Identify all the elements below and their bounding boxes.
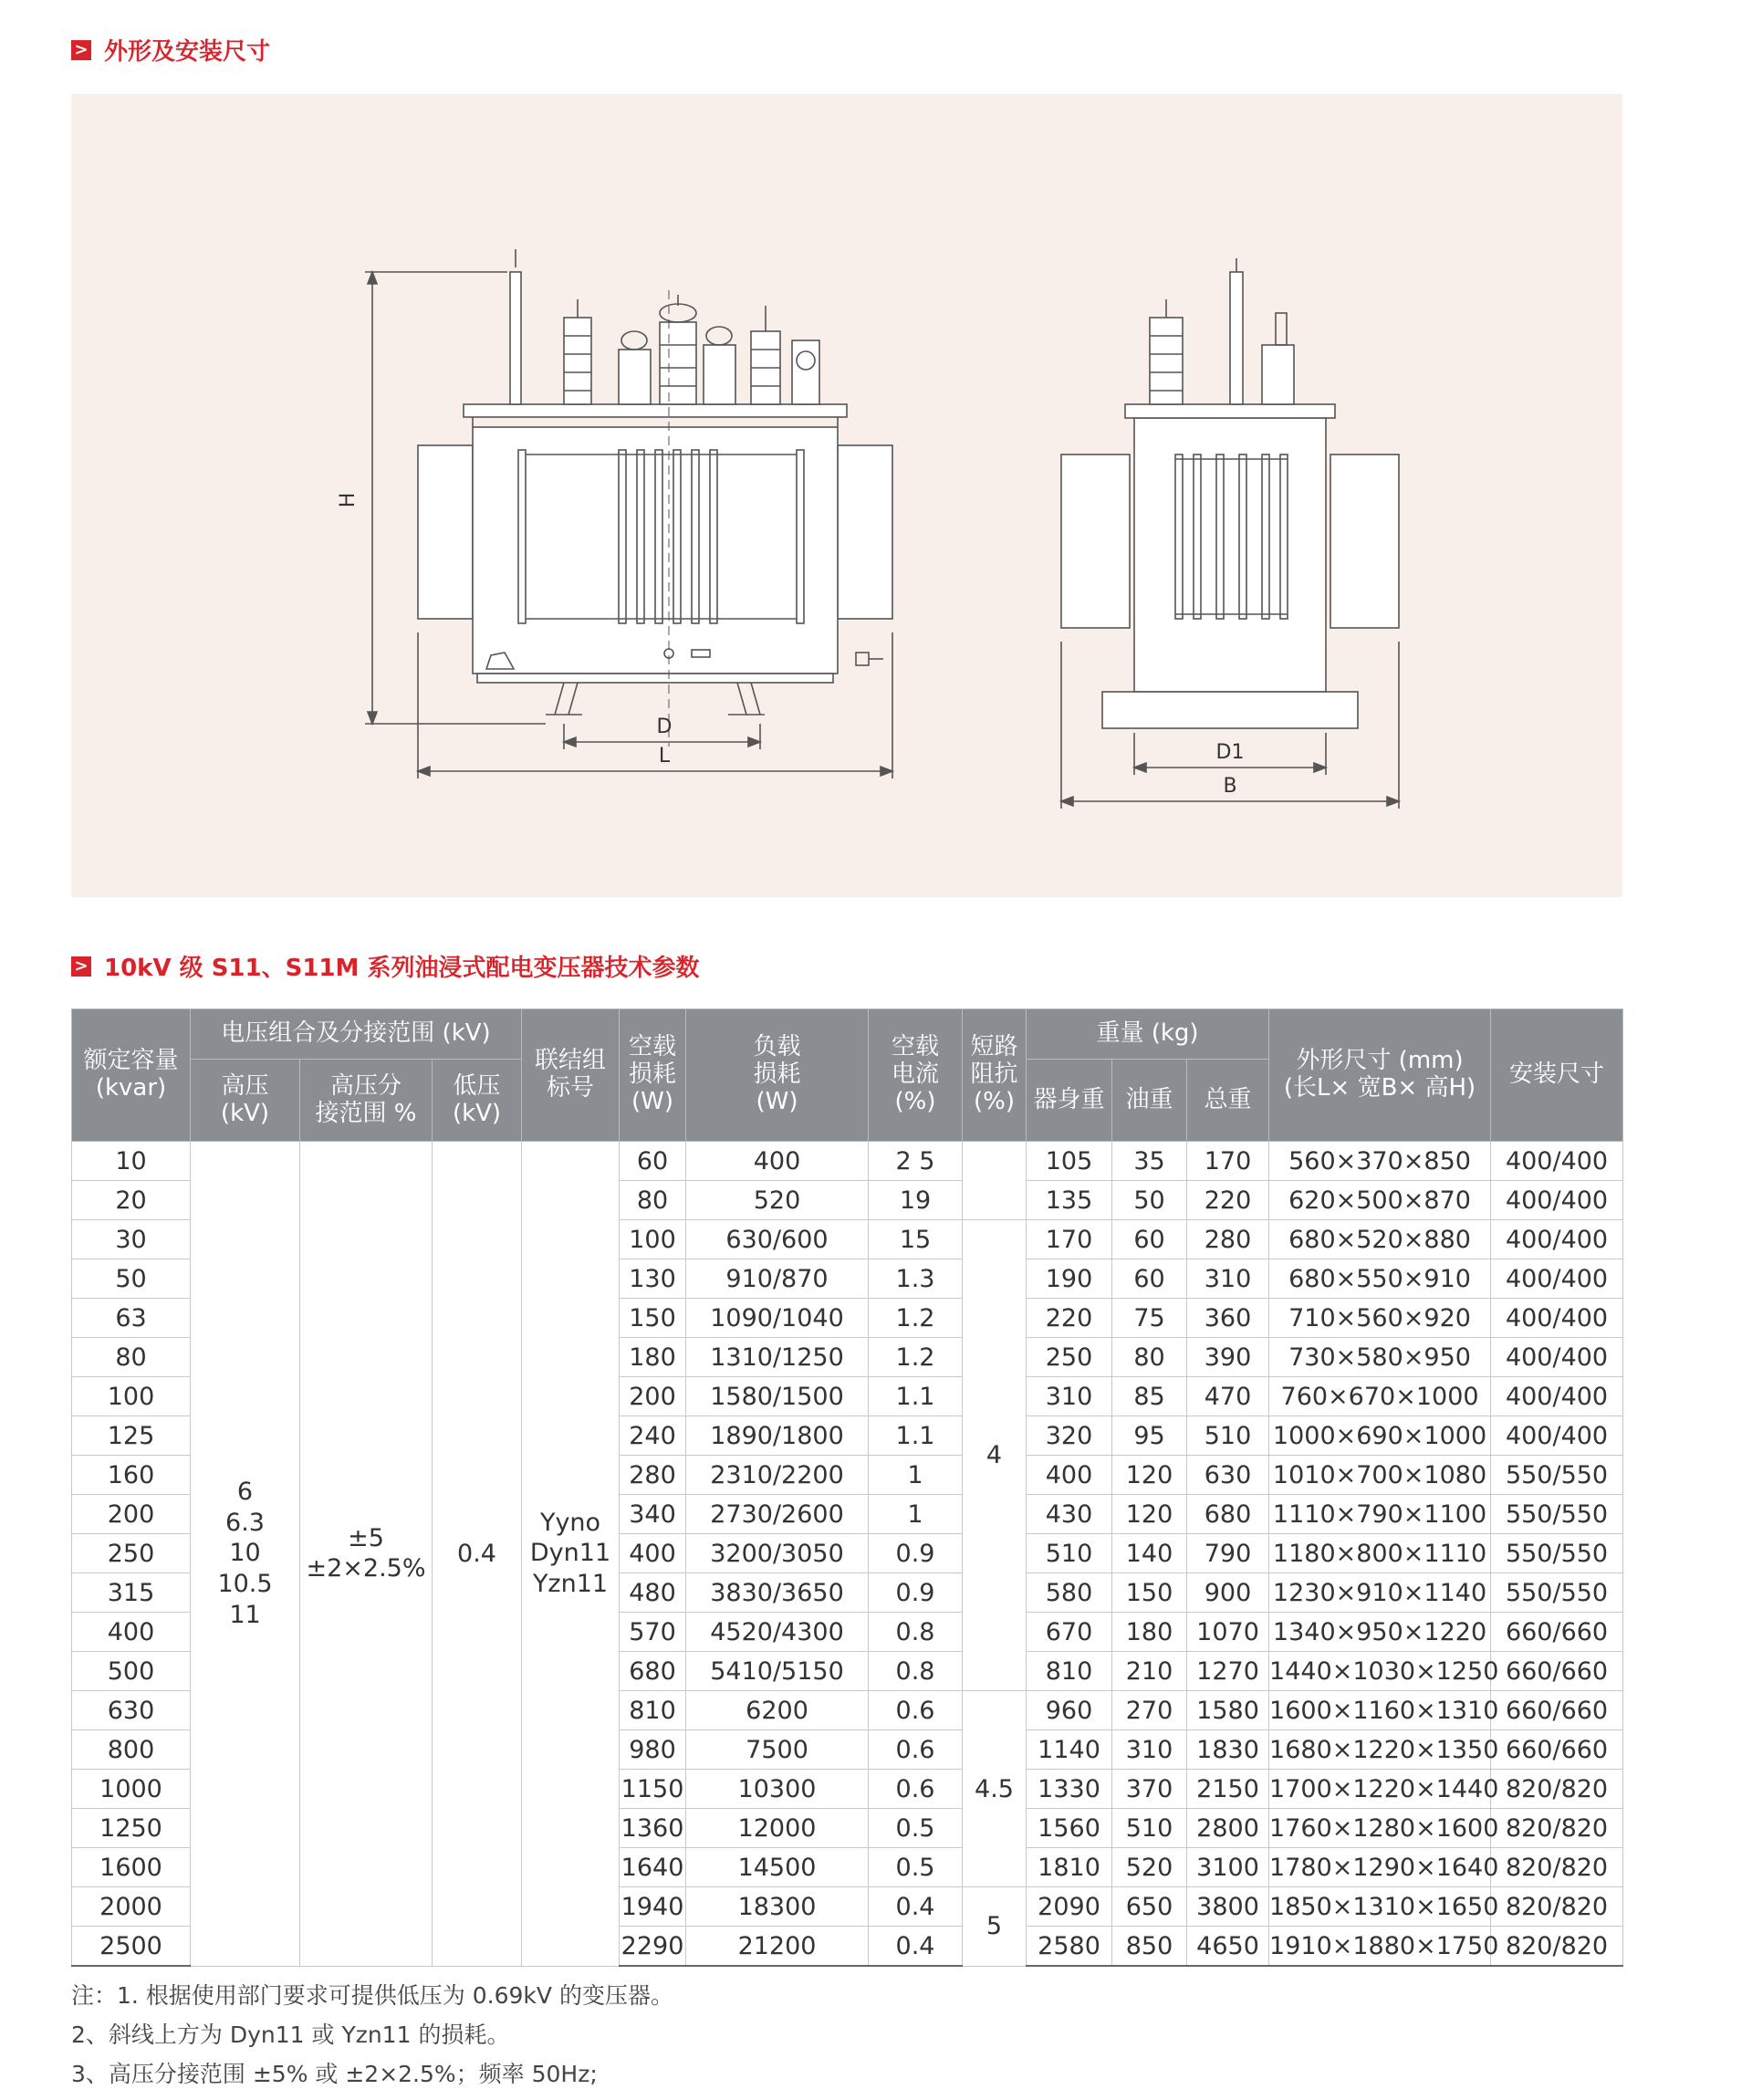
cell-body-weight: 2090 <box>1027 1887 1112 1927</box>
cell-install: 550/550 <box>1491 1534 1623 1573</box>
cell-body-weight: 670 <box>1027 1613 1112 1652</box>
cell-oil-weight: 120 <box>1112 1495 1187 1534</box>
cell-oil-weight: 60 <box>1112 1220 1187 1259</box>
cell-capacity: 30 <box>72 1220 191 1259</box>
cell-install: 550/550 <box>1491 1495 1623 1534</box>
cell-total-weight: 1580 <box>1187 1691 1269 1730</box>
cell-noload-current: 1.2 <box>869 1338 963 1377</box>
col-hv: 高压 (kV) <box>191 1060 300 1142</box>
cell-noload-loss: 400 <box>620 1534 686 1573</box>
dim-label-d1: D1 <box>1215 741 1245 764</box>
cell-oil-weight: 120 <box>1112 1456 1187 1495</box>
cell-capacity: 500 <box>72 1652 191 1691</box>
cell-noload-loss: 1150 <box>620 1770 686 1809</box>
cell-noload-current: 0.9 <box>869 1534 963 1573</box>
cell-dimensions: 1700×1220×1440 <box>1269 1770 1491 1809</box>
cell-capacity: 315 <box>72 1573 191 1613</box>
cell-oil-weight: 510 <box>1112 1809 1187 1848</box>
cell-body-weight: 1330 <box>1027 1770 1112 1809</box>
dim-label-b: B <box>1223 775 1237 798</box>
cell-body-weight: 1560 <box>1027 1809 1112 1848</box>
cell-noload-loss: 340 <box>620 1495 686 1534</box>
section-title: 10kV 级 S11、S11M 系列油浸式配电变压器技术参数 <box>104 955 700 982</box>
hv-bushings <box>564 295 819 404</box>
cell-capacity: 1600 <box>72 1848 191 1887</box>
cell-install: 400/400 <box>1491 1338 1623 1377</box>
cell-oil-weight: 95 <box>1112 1416 1187 1456</box>
cell-capacity: 1250 <box>72 1809 191 1848</box>
parameters-table <box>71 1008 1623 1967</box>
col-voltage-group: 电压组合及分接范围 (kV) <box>191 1009 522 1060</box>
cell-total-weight: 2150 <box>1187 1770 1269 1809</box>
chevron-right-icon: > <box>71 40 91 60</box>
cell-total-weight: 4650 <box>1187 1927 1269 1967</box>
cell-load-loss: 21200 <box>686 1927 869 1967</box>
cell-noload-loss: 60 <box>620 1142 686 1181</box>
cell-capacity: 63 <box>72 1299 191 1338</box>
cell-oil-weight: 60 <box>1112 1259 1187 1299</box>
cell-noload-current: 1.1 <box>869 1416 963 1456</box>
cell-install: 400/400 <box>1491 1220 1623 1259</box>
cell-noload-loss: 280 <box>620 1456 686 1495</box>
side-radiator-left <box>1061 454 1130 628</box>
cell-capacity: 20 <box>72 1181 191 1220</box>
cell-dimensions: 1180×800×1110 <box>1269 1534 1491 1573</box>
cell-noload-loss: 2290 <box>620 1927 686 1967</box>
cell-body-weight: 1140 <box>1027 1730 1112 1770</box>
cell-dimensions: 680×550×910 <box>1269 1259 1491 1299</box>
cell-install: 550/550 <box>1491 1573 1623 1613</box>
cell-body-weight: 400 <box>1027 1456 1112 1495</box>
cell-load-loss: 520 <box>686 1181 869 1220</box>
cell-noload-current: 1.3 <box>869 1259 963 1299</box>
cell-body-weight: 135 <box>1027 1181 1112 1220</box>
section-heading-params <box>71 949 699 983</box>
cell-dimensions: 1850×1310×1650 <box>1269 1887 1491 1927</box>
cell-capacity: 160 <box>72 1456 191 1495</box>
cell-oil-weight: 140 <box>1112 1534 1187 1573</box>
col-hv-tap: 高压分 接范围 % <box>300 1060 433 1142</box>
cell-install: 400/400 <box>1491 1299 1623 1338</box>
col-connection: 联结组 标号 <box>522 1009 620 1142</box>
cell-dimensions: 1910×1880×1750 <box>1269 1927 1491 1967</box>
transformer-drawing-svg <box>71 94 1622 897</box>
cell-load-loss: 400 <box>686 1142 869 1181</box>
cell-dimensions: 760×670×1000 <box>1269 1377 1491 1416</box>
cell-hv-tap-merged: ±5 ±2×2.5% <box>300 1142 433 1967</box>
cell-noload-current: 1 <box>869 1456 963 1495</box>
cell-capacity: 2500 <box>72 1927 191 1967</box>
cell-total-weight: 630 <box>1187 1456 1269 1495</box>
cell-noload-loss: 1360 <box>620 1809 686 1848</box>
cell-oil-weight: 850 <box>1112 1927 1187 1967</box>
cell-load-loss: 5410/5150 <box>686 1652 869 1691</box>
col-noload-current: 空载 电流 (%) <box>869 1009 963 1142</box>
cell-oil-weight: 85 <box>1112 1377 1187 1416</box>
cell-body-weight: 510 <box>1027 1534 1112 1573</box>
cell-noload-current: 19 <box>869 1181 963 1220</box>
cell-body-weight: 810 <box>1027 1652 1112 1691</box>
cell-body-weight: 220 <box>1027 1299 1112 1338</box>
cell-noload-current: 0.5 <box>869 1848 963 1887</box>
cell-noload-current: 0.6 <box>869 1730 963 1770</box>
cell-oil-weight: 210 <box>1112 1652 1187 1691</box>
side-base <box>1102 692 1358 728</box>
cell-noload-current: 0.4 <box>869 1887 963 1927</box>
cell-install: 820/820 <box>1491 1887 1623 1927</box>
cell-dimensions: 1760×1280×1600 <box>1269 1809 1491 1848</box>
cell-total-weight: 220 <box>1187 1181 1269 1220</box>
cell-noload-current: 1.2 <box>869 1299 963 1338</box>
outline-drawing <box>71 94 1622 897</box>
cell-oil-weight: 80 <box>1112 1338 1187 1377</box>
radiator-right <box>838 445 892 619</box>
cell-noload-current: 0.6 <box>869 1770 963 1809</box>
cell-total-weight: 470 <box>1187 1377 1269 1416</box>
cell-lv-merged: 0.4 <box>433 1142 522 1967</box>
cell-load-loss: 1890/1800 <box>686 1416 869 1456</box>
cell-noload-loss: 180 <box>620 1338 686 1377</box>
cell-body-weight: 190 <box>1027 1259 1112 1299</box>
col-install: 安装尺寸 <box>1491 1009 1623 1142</box>
cell-install: 400/400 <box>1491 1259 1623 1299</box>
side-radiator-right <box>1330 454 1399 628</box>
cell-install: 400/400 <box>1491 1181 1623 1220</box>
cell-capacity: 400 <box>72 1613 191 1652</box>
cell-oil-weight: 310 <box>1112 1730 1187 1770</box>
cell-total-weight: 3100 <box>1187 1848 1269 1887</box>
cell-dimensions: 1440×1030×1250 <box>1269 1652 1491 1691</box>
cell-noload-current: 15 <box>869 1220 963 1259</box>
cell-noload-current: 1 <box>869 1495 963 1534</box>
radiator-left <box>418 445 473 619</box>
cell-load-loss: 4520/4300 <box>686 1613 869 1652</box>
cell-install: 660/660 <box>1491 1691 1623 1730</box>
cell-total-weight: 900 <box>1187 1573 1269 1613</box>
cell-install: 550/550 <box>1491 1456 1623 1495</box>
col-capacity: 额定容量 (kvar) <box>72 1009 191 1142</box>
cell-total-weight: 360 <box>1187 1299 1269 1338</box>
cell-dimensions: 1680×1220×1350 <box>1269 1730 1491 1770</box>
cell-capacity: 50 <box>72 1259 191 1299</box>
table-body <box>72 1142 1623 1967</box>
cell-total-weight: 510 <box>1187 1416 1269 1456</box>
cell-noload-loss: 150 <box>620 1299 686 1338</box>
cell-noload-loss: 1640 <box>620 1848 686 1887</box>
cell-install: 820/820 <box>1491 1927 1623 1967</box>
cell-noload-loss: 130 <box>620 1259 686 1299</box>
cell-install: 400/400 <box>1491 1142 1623 1181</box>
cell-dimensions: 680×520×880 <box>1269 1220 1491 1259</box>
col-lv: 低压 (kV) <box>433 1060 522 1142</box>
cell-body-weight: 1810 <box>1027 1848 1112 1887</box>
cell-oil-weight: 370 <box>1112 1770 1187 1809</box>
cell-total-weight: 680 <box>1187 1495 1269 1534</box>
cell-capacity: 100 <box>72 1377 191 1416</box>
cell-install: 400/400 <box>1491 1377 1623 1416</box>
cell-install: 660/660 <box>1491 1652 1623 1691</box>
cell-install: 820/820 <box>1491 1848 1623 1887</box>
cell-capacity: 125 <box>72 1416 191 1456</box>
cell-load-loss: 1310/1250 <box>686 1338 869 1377</box>
cell-oil-weight: 650 <box>1112 1887 1187 1927</box>
cell-total-weight: 310 <box>1187 1259 1269 1299</box>
note-line: 注：1. 根据使用部门要求可提供低压为 0.69kV 的变压器。 <box>71 1982 673 2009</box>
cell-dimensions: 1780×1290×1640 <box>1269 1848 1491 1887</box>
cell-capacity: 630 <box>72 1691 191 1730</box>
col-noload-loss: 空载 损耗 (W) <box>620 1009 686 1142</box>
cell-capacity: 10 <box>72 1142 191 1181</box>
cell-noload-loss: 100 <box>620 1220 686 1259</box>
cell-oil-weight: 180 <box>1112 1613 1187 1652</box>
cell-install: 660/660 <box>1491 1730 1623 1770</box>
cell-oil-weight: 270 <box>1112 1691 1187 1730</box>
dim-label-l: L <box>658 745 671 768</box>
cell-load-loss: 1580/1500 <box>686 1377 869 1416</box>
cell-noload-loss: 680 <box>620 1652 686 1691</box>
notes <box>71 1976 673 2094</box>
col-load-loss: 负载 损耗 (W) <box>686 1009 869 1142</box>
cell-noload-loss: 1940 <box>620 1887 686 1927</box>
table-row <box>72 1142 1623 1181</box>
cell-load-loss: 2730/2600 <box>686 1495 869 1534</box>
cell-body-weight: 2580 <box>1027 1927 1112 1967</box>
cell-noload-current: 1.1 <box>869 1377 963 1416</box>
cell-capacity: 80 <box>72 1338 191 1377</box>
col-dimensions: 外形尺寸 (mm) (长L× 宽B× 高H) <box>1269 1009 1491 1142</box>
cell-load-loss: 14500 <box>686 1848 869 1887</box>
cell-load-loss: 7500 <box>686 1730 869 1770</box>
cell-oil-weight: 50 <box>1112 1181 1187 1220</box>
cell-load-loss: 910/870 <box>686 1259 869 1299</box>
col-total-weight: 总重 <box>1187 1060 1269 1142</box>
cell-noload-loss: 480 <box>620 1573 686 1613</box>
cell-dimensions: 1000×690×1000 <box>1269 1416 1491 1456</box>
cell-body-weight: 310 <box>1027 1377 1112 1416</box>
cell-noload-loss: 240 <box>620 1416 686 1456</box>
cell-dimensions: 560×370×850 <box>1269 1142 1491 1181</box>
cell-noload-current: 0.4 <box>869 1927 963 1967</box>
cell-total-weight: 390 <box>1187 1338 1269 1377</box>
cell-dimensions: 730×580×950 <box>1269 1338 1491 1377</box>
col-impedance: 短路 阻抗 (%) <box>963 1009 1027 1142</box>
cell-noload-loss: 980 <box>620 1730 686 1770</box>
col-body-weight: 器身重 <box>1027 1060 1112 1142</box>
cell-noload-loss: 200 <box>620 1377 686 1416</box>
cell-oil-weight: 520 <box>1112 1848 1187 1887</box>
cell-capacity: 1000 <box>72 1770 191 1809</box>
cell-body-weight: 105 <box>1027 1142 1112 1181</box>
chevron-right-icon: > <box>71 956 91 977</box>
cell-connection-merged: Yyno Dyn11 Yzn11 <box>522 1142 620 1967</box>
cell-capacity: 200 <box>72 1495 191 1534</box>
cell-install: 820/820 <box>1491 1770 1623 1809</box>
cell-dimensions: 1010×700×1080 <box>1269 1456 1491 1495</box>
cell-load-loss: 12000 <box>686 1809 869 1848</box>
cell-total-weight: 2800 <box>1187 1809 1269 1848</box>
cell-total-weight: 1270 <box>1187 1652 1269 1691</box>
note-line: 2、斜线上方为 Dyn11 或 Yzn11 的损耗。 <box>71 2022 510 2048</box>
cell-noload-current: 2 5 <box>869 1142 963 1181</box>
cell-total-weight: 1070 <box>1187 1613 1269 1652</box>
cell-body-weight: 320 <box>1027 1416 1112 1456</box>
cell-load-loss: 3200/3050 <box>686 1534 869 1573</box>
cell-load-loss: 6200 <box>686 1691 869 1730</box>
cell-load-loss: 10300 <box>686 1770 869 1809</box>
cell-noload-current: 0.9 <box>869 1573 963 1613</box>
cell-noload-current: 0.8 <box>869 1613 963 1652</box>
cell-install: 660/660 <box>1491 1613 1623 1652</box>
note-line: 3、高压分接范围 ±5% 或 ±2×2.5%；频率 50Hz; <box>71 2061 598 2087</box>
cell-body-weight: 430 <box>1027 1495 1112 1534</box>
cell-capacity: 2000 <box>72 1887 191 1927</box>
cell-impedance-blank <box>963 1142 1027 1220</box>
cell-noload-loss: 80 <box>620 1181 686 1220</box>
cell-total-weight: 3800 <box>1187 1887 1269 1927</box>
cell-capacity: 800 <box>72 1730 191 1770</box>
cell-dimensions: 1340×950×1220 <box>1269 1613 1491 1652</box>
cell-noload-current: 0.5 <box>869 1809 963 1848</box>
cell-impedance-merged: 4 <box>963 1220 1027 1691</box>
cell-noload-loss: 570 <box>620 1613 686 1652</box>
cell-load-loss: 18300 <box>686 1887 869 1927</box>
col-oil-weight: 油重 <box>1112 1060 1187 1142</box>
cell-noload-loss: 810 <box>620 1691 686 1730</box>
cell-total-weight: 1830 <box>1187 1730 1269 1770</box>
cell-total-weight: 790 <box>1187 1534 1269 1573</box>
cell-oil-weight: 75 <box>1112 1299 1187 1338</box>
cell-noload-current: 0.6 <box>869 1691 963 1730</box>
cell-noload-current: 0.8 <box>869 1652 963 1691</box>
cell-dimensions: 1600×1160×1310 <box>1269 1691 1491 1730</box>
section-title: 外形及安装尺寸 <box>104 38 271 66</box>
dim-label-h: H <box>337 492 360 508</box>
cell-body-weight: 170 <box>1027 1220 1112 1259</box>
cell-impedance-merged: 4.5 <box>963 1691 1027 1887</box>
cell-load-loss: 630/600 <box>686 1220 869 1259</box>
cell-hv-merged: 6 6.3 10 10.5 11 <box>191 1142 300 1967</box>
cell-impedance-merged: 5 <box>963 1887 1027 1967</box>
cell-capacity: 250 <box>72 1534 191 1573</box>
cell-load-loss: 1090/1040 <box>686 1299 869 1338</box>
cell-install: 400/400 <box>1491 1416 1623 1456</box>
col-weight-group: 重量 (kg) <box>1027 1009 1269 1060</box>
dim-label-d: D <box>656 716 673 738</box>
cell-oil-weight: 150 <box>1112 1573 1187 1613</box>
cell-body-weight: 250 <box>1027 1338 1112 1377</box>
cell-dimensions: 710×560×920 <box>1269 1299 1491 1338</box>
cell-dimensions: 620×500×870 <box>1269 1181 1491 1220</box>
cell-install: 820/820 <box>1491 1809 1623 1848</box>
cell-load-loss: 2310/2200 <box>686 1456 869 1495</box>
cell-dimensions: 1230×910×1140 <box>1269 1573 1491 1613</box>
cell-dimensions: 1110×790×1100 <box>1269 1495 1491 1534</box>
cell-total-weight: 280 <box>1187 1220 1269 1259</box>
cell-oil-weight: 35 <box>1112 1142 1187 1181</box>
cell-body-weight: 580 <box>1027 1573 1112 1613</box>
cell-load-loss: 3830/3650 <box>686 1573 869 1613</box>
cell-body-weight: 960 <box>1027 1691 1112 1730</box>
cell-total-weight: 170 <box>1187 1142 1269 1181</box>
section-heading-outline <box>71 33 270 67</box>
